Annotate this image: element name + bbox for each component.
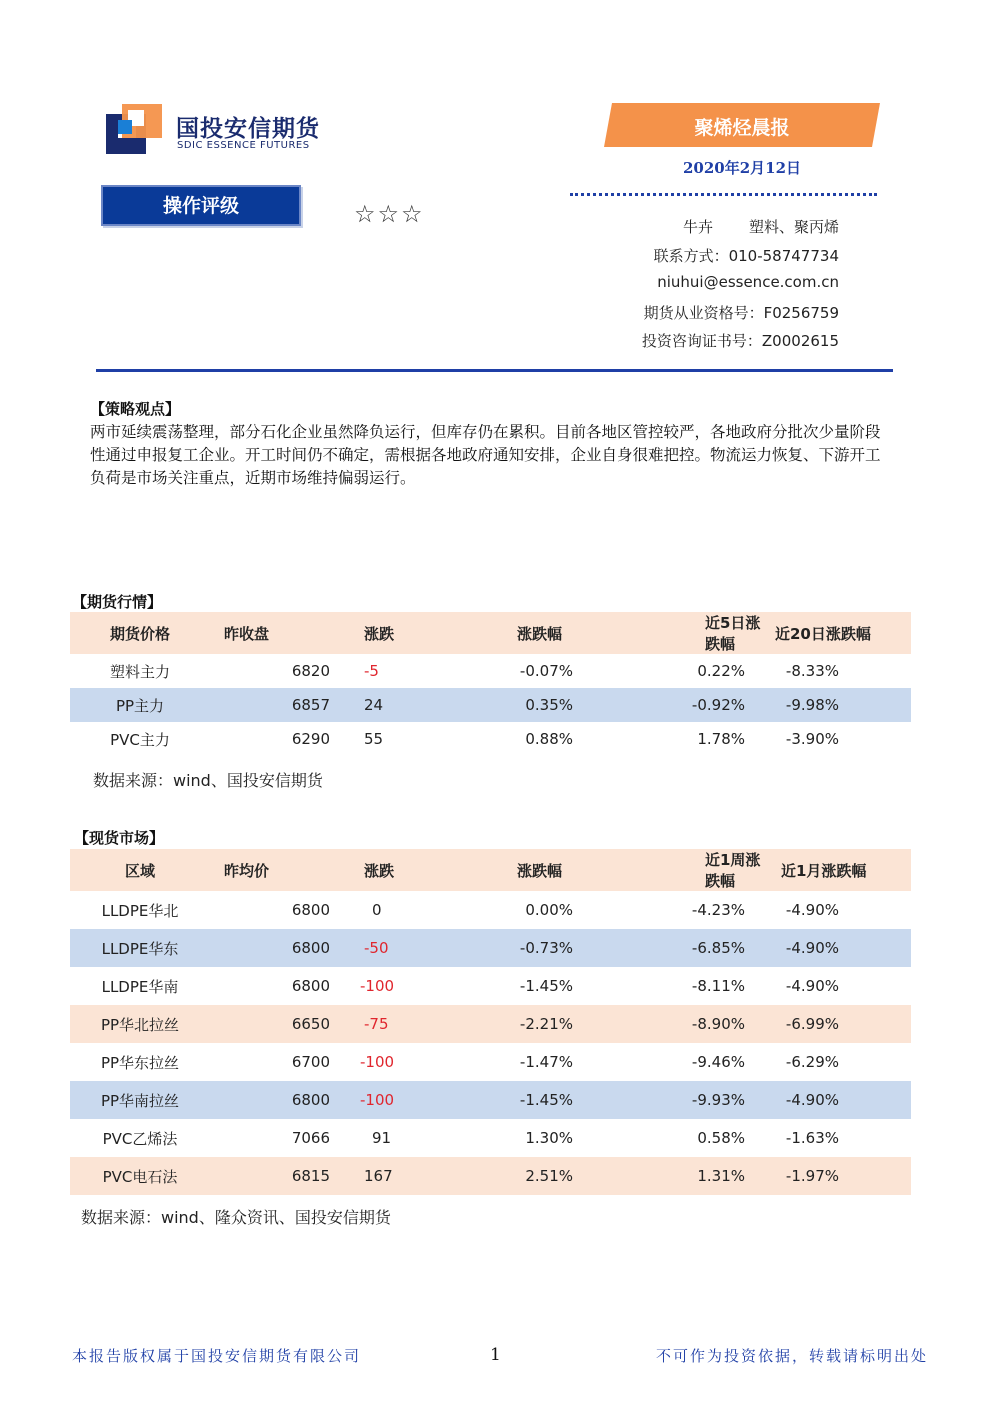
cell-1w: -8.90% (691, 1015, 745, 1033)
cell-name: 塑料主力 (109, 662, 170, 681)
table-row (70, 1043, 911, 1081)
spot-source: 数据来源：wind、隆众资讯、国投安信期货 (81, 1208, 391, 1227)
cell-name: PVC主力 (110, 730, 170, 749)
dotted-divider (570, 193, 877, 196)
cell-pct: 1.30% (525, 1129, 573, 1147)
cell-change: -5 (364, 662, 379, 680)
analyst-line (683, 216, 839, 237)
cell-price: 6800 (291, 901, 330, 919)
company-logo-icon (106, 104, 162, 154)
cell-price: 6815 (291, 1167, 330, 1185)
cell-pct: 0.35% (525, 696, 573, 714)
report-title: 聚烯烃晨报 (694, 117, 790, 139)
table-row (70, 967, 911, 1005)
table-row (70, 1081, 911, 1119)
cell-change: -50 (364, 939, 389, 957)
table-row (70, 1119, 911, 1157)
cell-pct: -0.73% (519, 939, 573, 957)
futures-table (70, 612, 911, 756)
logo-english-name: SDIC ESSENCE FUTURES (177, 140, 310, 151)
cell-change: -75 (364, 1015, 389, 1033)
cell-region: PP华东拉丝 (100, 1053, 180, 1072)
col-header: 昨收盘 (224, 624, 270, 643)
cell-region: PP华北拉丝 (100, 1015, 180, 1034)
cell-name: PP主力 (115, 696, 165, 715)
table-row (70, 1005, 911, 1043)
cell-20d: -9.98% (785, 696, 839, 714)
footer-disclaimer: 不可作为投资依据，转载请标明出处 (655, 1347, 928, 1365)
cell-1m: -4.90% (785, 901, 839, 919)
rating-stars: ☆☆☆ (354, 200, 425, 228)
footer-copyright: 本报告版权属于国投安信期货有限公司 (72, 1347, 362, 1365)
cell-region: PP华南拉丝 (100, 1091, 180, 1110)
cell-pct: -1.45% (519, 1091, 573, 1109)
futures-license: 期货从业资格号：F0256759 (643, 304, 839, 322)
cell-region: LLDPE华东 (101, 939, 179, 958)
cell-region: LLDPE华北 (101, 901, 179, 920)
cell-change: -100 (360, 1053, 395, 1071)
cell-20d: -3.90% (785, 730, 839, 748)
cell-price: 6650 (291, 1015, 330, 1033)
cell-region: PVC电石法 (102, 1167, 178, 1186)
cell-1m: -1.63% (785, 1129, 839, 1147)
cell-price: 6700 (291, 1053, 330, 1071)
spot-header-row (70, 849, 911, 891)
cell-1m: -4.90% (785, 1091, 839, 1109)
cell-5d: 1.78% (697, 730, 745, 748)
cell-change: 167 (364, 1167, 393, 1185)
futures-source: 数据来源：wind、国投安信期货 (93, 771, 323, 790)
cell-1w: -9.93% (691, 1091, 745, 1109)
col-header: 涨跌幅 (517, 624, 563, 643)
contact-phone: 联系方式：010-58747734 (653, 247, 839, 265)
cell-close: 6820 (291, 662, 330, 680)
cell-change: 0 (372, 901, 382, 919)
cell-1w: -6.85% (691, 939, 745, 957)
analyst-coverage: 塑料、聚丙烯 (748, 218, 839, 236)
cell-pct: 0.00% (525, 901, 573, 919)
cell-1w: 0.58% (697, 1129, 745, 1147)
cell-change: 24 (364, 696, 384, 714)
cell-pct: 0.88% (525, 730, 573, 748)
cell-1m: -6.99% (785, 1015, 839, 1033)
cell-pct: -1.45% (519, 977, 573, 995)
cell-20d: -8.33% (785, 662, 839, 680)
table-row (70, 722, 911, 756)
cell-change: -100 (360, 1091, 395, 1109)
col-header: 近5日涨跌幅 (705, 614, 761, 653)
cell-1w: -8.11% (691, 977, 745, 995)
col-header: 涨跌 (364, 861, 395, 880)
table-row (70, 1157, 911, 1195)
report-date: 2020年2月12日 (682, 159, 802, 177)
cell-change: 91 (372, 1129, 392, 1147)
contact-email[interactable]: niuhui@essence.com.cn (657, 273, 839, 291)
cell-1w: 1.31% (697, 1167, 745, 1185)
spot-title: 【现货市场】 (74, 829, 165, 847)
consult-certificate: 投资咨询证书号：Z0002615 (641, 332, 839, 350)
cell-1m: -4.90% (785, 939, 839, 957)
strategy-title: 【策略观点】 (90, 400, 181, 418)
header-divider (96, 369, 893, 372)
cell-5d: 0.22% (697, 662, 745, 680)
cell-change: 55 (364, 730, 384, 748)
cell-pct: 2.51% (525, 1167, 573, 1185)
col-header: 涨跌 (364, 624, 395, 643)
cell-1m: -4.90% (785, 977, 839, 995)
cell-price: 6800 (291, 939, 330, 957)
futures-header-row (70, 612, 911, 654)
col-header: 昨均价 (224, 861, 270, 880)
rating-label: 操作评级 (101, 185, 301, 226)
cell-pct: -2.21% (519, 1015, 573, 1033)
cell-price: 6800 (291, 1091, 330, 1109)
cell-close: 6290 (291, 730, 330, 748)
spot-table (70, 849, 911, 1195)
col-header: 近20日涨跌幅 (775, 624, 871, 643)
cell-region: PVC乙烯法 (102, 1129, 178, 1148)
cell-close: 6857 (291, 696, 330, 714)
logo-chinese-name: 国投安信期货 (176, 116, 320, 142)
strategy-text: 两市延续震荡整理，部分石化企业虽然降负运行，但库存仍在累积。目前各地区管控较严，各地政府分批次少量阶段性通过申报复工企业。开工时间仍不确定，需根据各地政府通知安排，企业自身很难把控。物流运力恢复、下游开工负荷是市场关注重点，近期市场维持偏弱运行。 (90, 423, 881, 487)
futures-title: 【期货行情】 (72, 593, 163, 611)
page-number: 1 (490, 1345, 501, 1365)
col-header: 区域 (124, 861, 155, 880)
col-header: 近1周涨跌幅 (705, 851, 761, 890)
table-row (70, 929, 911, 967)
cell-change: -100 (360, 977, 395, 995)
cell-region: LLDPE华南 (101, 977, 179, 996)
analyst-name: 牛卉 (682, 218, 713, 236)
col-header: 涨跌幅 (517, 861, 563, 880)
table-row (70, 688, 911, 722)
cell-1m: -6.29% (785, 1053, 839, 1071)
cell-pct: -1.47% (519, 1053, 573, 1071)
col-header: 期货价格 (109, 624, 170, 643)
cell-pct: -0.07% (519, 662, 573, 680)
table-row (70, 891, 911, 929)
cell-5d: -0.92% (691, 696, 745, 714)
table-row (70, 654, 911, 688)
cell-1w: -9.46% (691, 1053, 745, 1071)
cell-1m: -1.97% (785, 1167, 839, 1185)
cell-price: 6800 (291, 977, 330, 995)
cell-price: 7066 (291, 1129, 330, 1147)
cell-1w: -4.23% (691, 901, 745, 919)
col-header: 近1月涨跌幅 (781, 861, 867, 880)
